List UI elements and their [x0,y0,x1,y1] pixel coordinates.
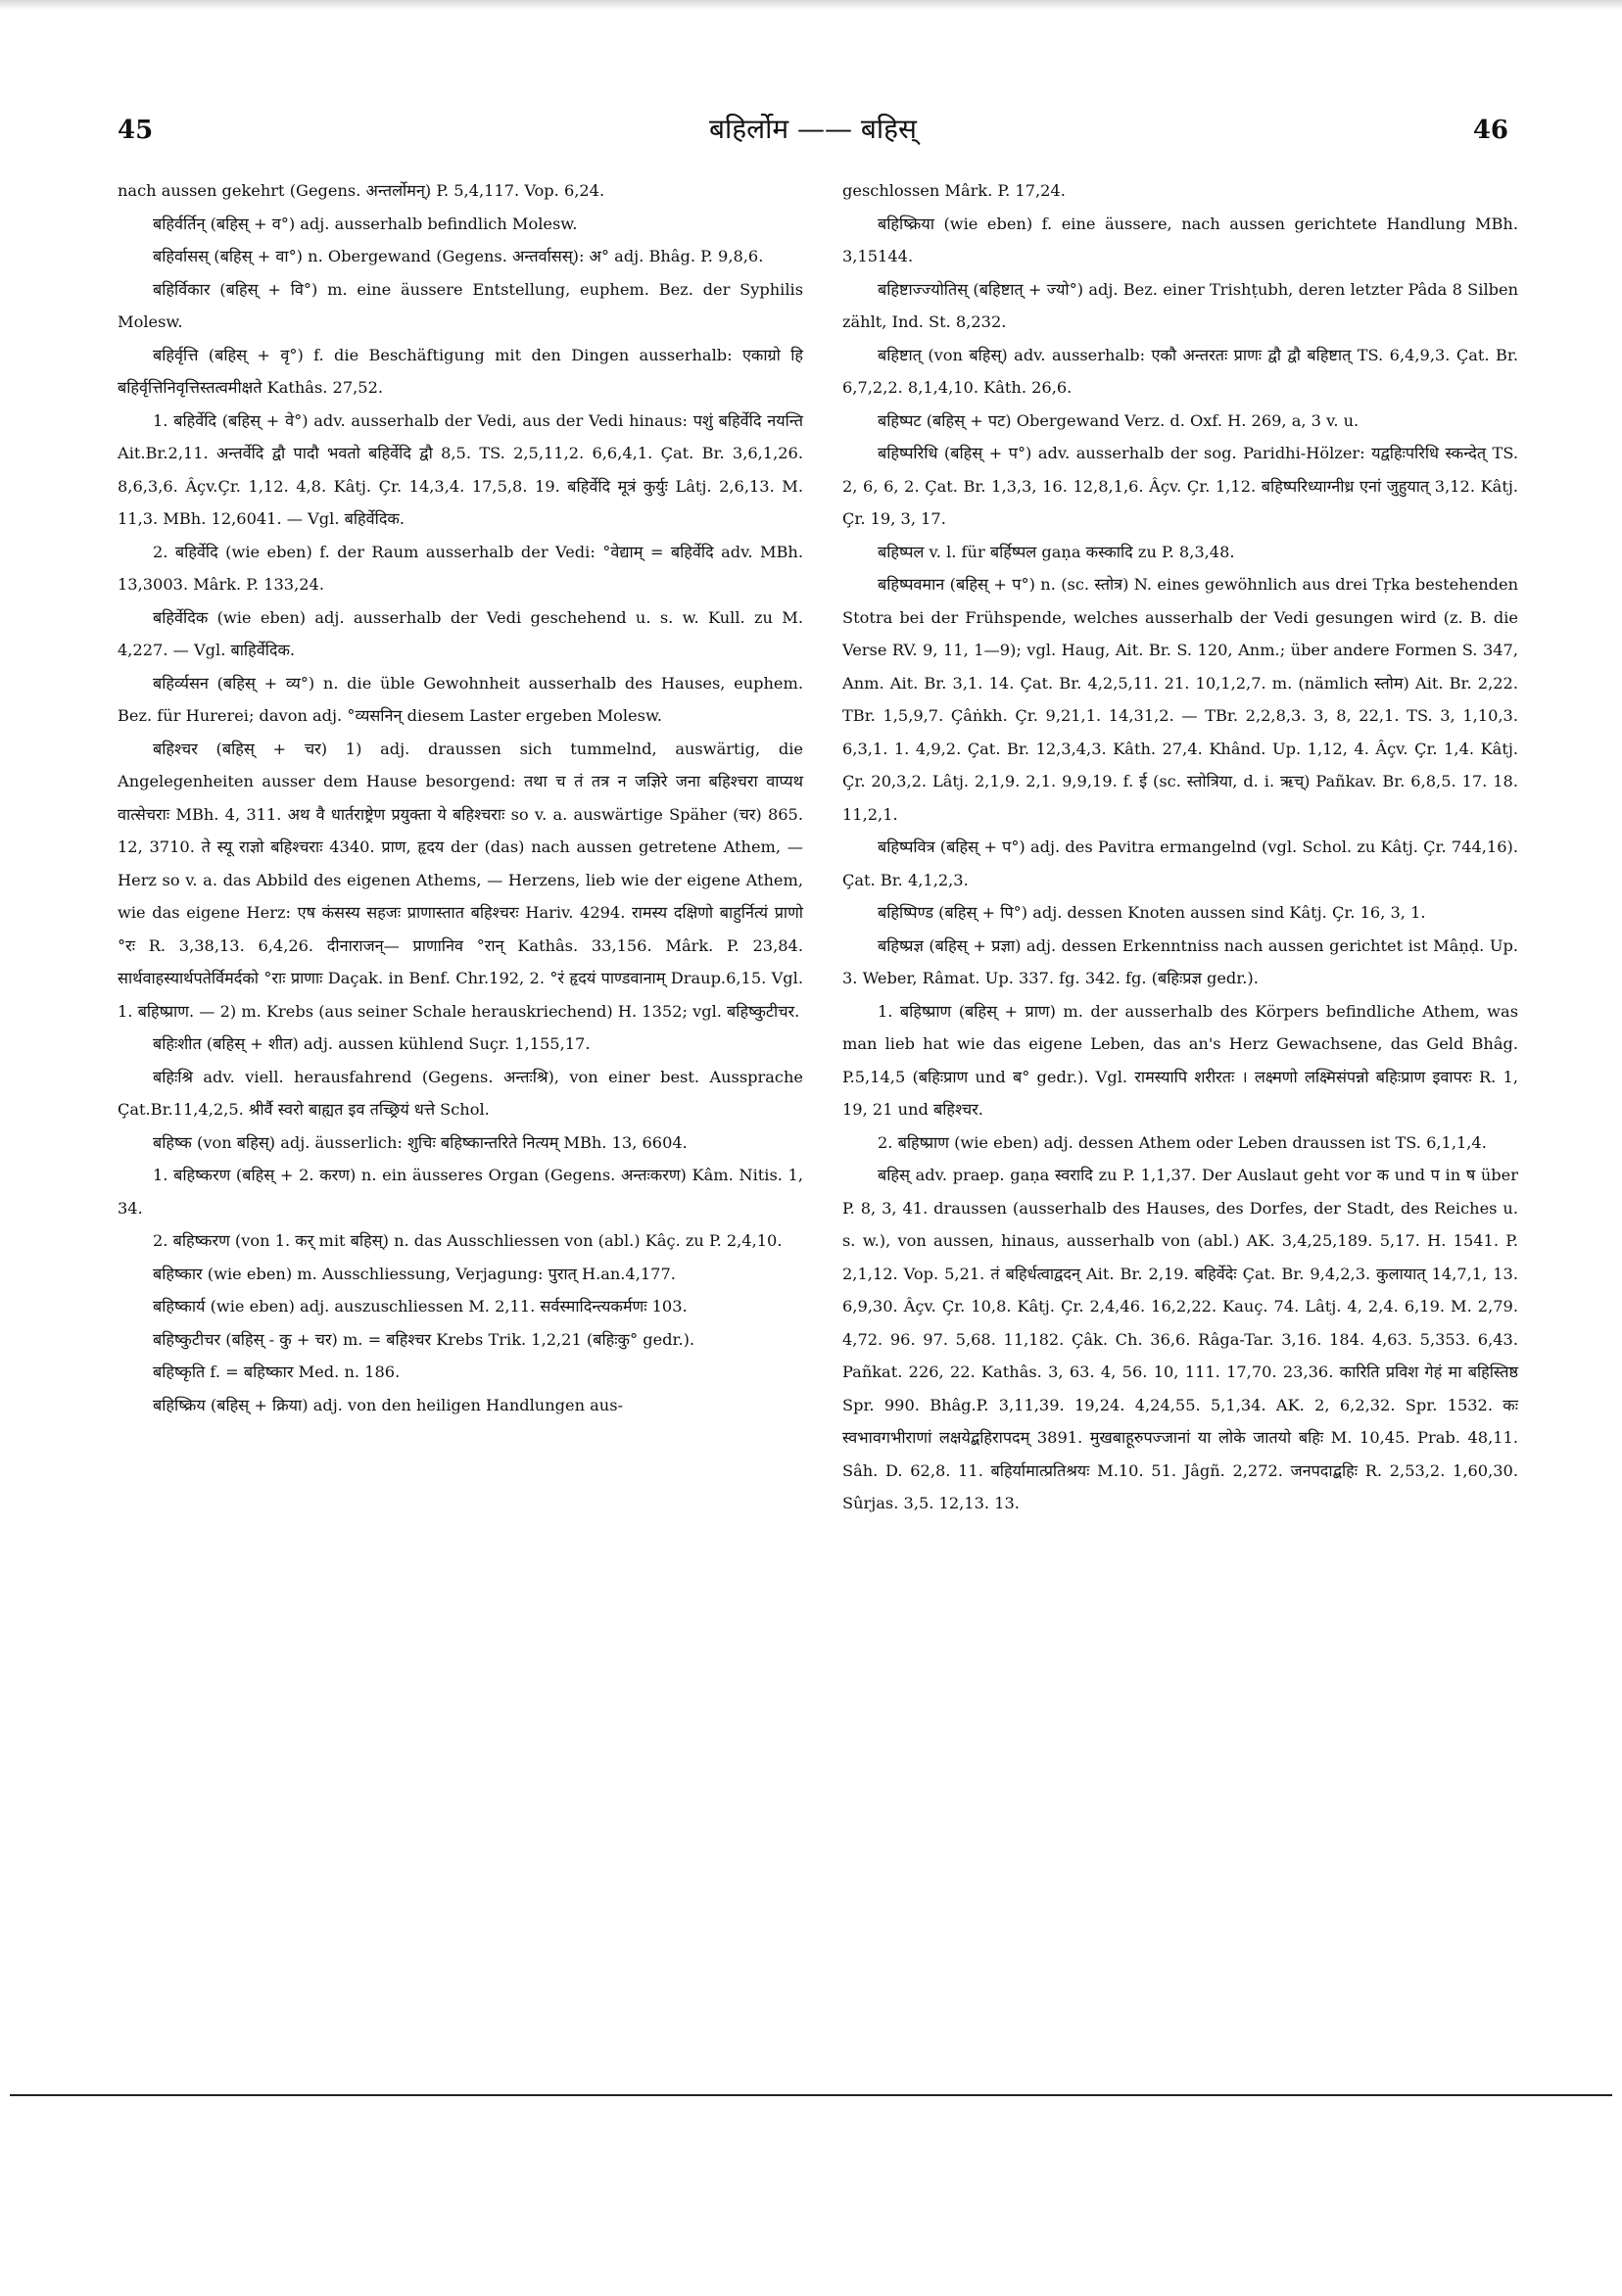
right-column [842,174,1518,1520]
dictionary-entry: बहिष्पवित्र (बहिस् + प°) adj. des Pavitra ermangelnd (vgl. Schol. zu Kâtj. Çr. 744,16). Çat. Br. 4,1,2,3. [842,837,1518,889]
dictionary-entry: 2. बहिष्प्राण (wie eben) adj. dessen Athem oder Leben draussen ist TS. 6,1,1,4. [878,1132,1487,1152]
dictionary-entry: बहिष्कुटीचर (बहिस् - कु + चर) m. = बहिश्चर Krebs Trik. 1,2,21 (बहिःकु° gedr.). [153,1329,695,1349]
dictionary-entry: बहिस् adv. praep. gaṇa स्वरादि zu P. 1,1,37. Der Auslaut geht vor क und प in ष über P. 8, 3, 41. draussen (ausserhalb des Hauses, des Dorfes, der Stadt, des Reiches u. s. w.), von aussen, hinaus, ausserhalb von (abl.) AK. 3,4,25,189. 5,17. H. 1541. P. 2,1,12. Vop. 5,21. तं बहिर्धत्वाद्वदन् Ait. Br. 2,19. बहिर्वेदेः Çat. Br. 9,4,2,3. कुलायात् 14,7,1, 13. 6,9,30. Âçv. Çr. 10,8. Kâtj. Çr. 2,4,46. 16,2,22. Kauç. 74. Lâtj. 4, 2,4. 6,19. M. 2,79. 4,72. 96. 97. 5,68. 11,182. Çâk. Ch. 36,6. Râga-Tar. 3,16. 184. 4,63. 5,353. 6,43. Pañkat. 226, 22. Kathâs. 3, 63. 4, 56. 10, 111. 17,70. 23,36. कारिति प्रविश गेहं मा बहिस्तिष्ठ Spr. 990. Bhâg.P. 3,11,39. 19,24. 4,24,55. 5,1,34. AK. 2, 6,2,32. Spr. 1532. कः स्वभावगभीराणां लक्षयेद्बहिरापदम् 3891. मुखबाहूरुपज्जानां या लोके जातयो बहिः M. 10,45. Prab. 48,11. Sâh. D. 62,8. 11. बहिर्यामात्प्रतिश्रयः M.10. 51. Jâgñ. 2,272. जनपदाद्बहिः R. 2,53,2. 1,60,30. Sûrjas. 3,5. 12,13. 13. [842,1166,1518,1512]
dictionary-entry: बहिष्कार्य (wie eben) adj. auszuschliessen M. 2,11. सर्वस्मादिन्त्यकर्मणः 103. [153,1297,688,1315]
dictionary-entry: बहिष्टाज्ज्योतिस् (बहिष्टात् + ज्यो°) adj. Bez. einer Trishṭubh, deren letzter Pâda 8 Silben zählt, Ind. St. 8,232. [842,279,1518,331]
dictionary-entry: बहिर्वासस् (बहिस् + वा°) n. Obergewand (Gegens. अन्तर्वासस्): अ° adj. Bhâg. P. 9,8,6. [153,247,764,265]
dictionary-entry: 1. बहिष्करण (बहिस् + 2. करण) n. ein äusseres Organ (Gegens. अन्तःकरण) Kâm. Nitis. 1, 34. [118,1166,803,1218]
dictionary-entry: 2. बहिर्वेदि (wie eben) f. der Raum ausserhalb der Vedi: °वेद्याम् = बहिर्वेदि adv. MBh. 13,3003. Mârk. P. 133,24. [118,542,803,594]
dictionary-entry: बहिष्पट (बहिस् + पट) Obergewand Verz. d. Oxf. H. 269, a, 3 v. u. [878,410,1360,430]
dictionary-entry: बहिर्वर्तिन् (बहिस् + व°) adj. ausserhalb befindlich Molesw. [153,214,578,233]
dictionary-entry: बहिश्चर (बहिस् + चर) 1) adj. draussen sich tummelnd, auswärtig, die Angelegenheiten ausser dem Hause besorgend: तथा च तं तत्र न जज्ञिरे जना बहिश्चरा वाप्यथ वात्सेचराः MBh. 4, 311. अथ वै धार्तराष्ट्रेण प्रयुक्ता ये बहिश्चराः so v. a. auswärtige Späher (चर) 865. 12, 3710. ते स्यू राज्ञो बहिश्चराः 4340. प्राण, हृदय der (das) nach aussen getretene Athem, — Herz so v. a. das Abbild des eigenen Athems, — Herzens, lieb wie der eigene Athem, wie das eigene Herz: एष कंसस्य सहजः प्राणास्तात बहिश्चरः Hariv. 4294. रामस्य दक्षिणो बाहुर्नित्यं प्राणो °रः R. 3,38,13. 6,4,26. दीनाराजन्— प्राणानिव °रान् Kathâs. 33,156. Mârk. P. 23,84. सार्थवाहस्यार्थपतेर्विमर्दको °राः प्राणाः Daçak. in Benf. Chr.192, 2. °रं हृदयं पाण्डवानाम् Draup.6,15. Vgl. 1. बहिष्प्राण. — 2) m. Krebs (aus seiner Schale herauskriechend) H. 1352; vgl. बहिष्कुटीचर. [118,739,803,1021]
dictionary-entry: बहिःशीत (बहिस् + शीत) adj. aussen kühlend Suçr. 1,155,17. [153,1034,591,1053]
dictionary-entry: 1. बहिर्वेदि (बहिस् + वे°) adv. ausserhalb der Vedi, aus der Vedi hinaus: पशुं बहिर्वेदि नयन्ति Ait.Br.2,11. अन्तर्वेदि द्वौ पादौ भवतो बहिर्वेदि द्वौ 8,5. TS. 2,5,11,2. 6,6,4,1. Çat. Br. 3,6,1,26. 8,6,3,6. Âçv.Çr. 1,12. 4,8. Kâtj. Çr. 14,3,4. 17,5,8. 19. बहिर्वेदि मूत्रं कुर्युः Lâtj. 2,6,13. M. 11,3. MBh. 12,6041. — Vgl. बहिर्वेदिक. [118,410,803,528]
dictionary-entry: बहिष्प्रज्ञ (बहिस् + प्रज्ञा) adj. dessen Erkenntniss nach aussen gerichtet ist Mâṇḍ. Up. 3. Weber, Râmat. Up. 337. fg. 342. fg. (बहिःप्रज्ञ gedr.). [842,935,1518,987]
dictionary-entry: बहिष्क्रिय (बहिस् + क्रिया) adj. von den heiligen Handlungen aus- [153,1395,623,1414]
dictionary-entry: 2. बहिष्करण (von 1. कर् mit बहिस्) n. das Ausschliessen von (abl.) Kâç. zu P. 2,4,10. [153,1231,783,1250]
dictionary-entry: बहिःश्रि adv. viell. herausfahrend (Gegens. अन्तःश्रि), von einer best. Aussprache Çat.Br.11,4,2,5. श्रीर्वै स्वरो बाह्यत इव तच्छ्रियं धत्ते Schol. [118,1067,803,1119]
page-header [118,110,1508,149]
page-number-left: 45 [118,116,154,145]
dictionary-entry: बहिष्कृति f. = बहिष्कार Med. n. 186. [153,1363,401,1381]
running-title: बहिर्लोम —— बहिस् [709,113,917,145]
dictionary-entry: बहिर्व्यसन (बहिस् + व्य°) n. die üble Gewohnheit ausserhalb des Hauses, euphem. Bez. für Hurerei; davon adj. °व्यसनिन् diesem Laster ergeben Molesw. [118,673,803,725]
dictionary-entry: 1. बहिष्प्राण (बहिस् + प्राण) m. der ausserhalb des Körpers befindliche Athem, was man lieb hat wie das eigene Leben, das an's Herz Gewachsene, das Geld Bhâg. P.5,14,5 (बहिःप्राण und ब° gedr.). Vgl. रामस्यापि शरीरतः । लक्ष्मणो लक्ष्मिसंपन्नो बहिःप्राण इवापरः R. 1, 19, 21 und बहिश्चर. [842,1001,1518,1119]
dictionary-entry: बहिष्पवमान (बहिस् + प°) n. (sc. स्तोत्र) N. eines gewöhnlich aus drei Tṛka bestehenden Stotra bei der Frühspende, welches ausserhalb der Vedi gesungen wird (z. B. die Verse RV. 9, 11, 1—9); vgl. Haug, Ait. Br. S. 120, Anm.; über andere Formen S. 347, Anm. Ait. Br. 3,1. 14. Çat. Br. 4,2,5,11. 21. 10,1,2,7. m. (nämlich स्तोम) Ait. Br. 2,22. TBr. 1,5,9,7. Çâṅkh. Çr. 9,21,1. 14,31,2. — TBr. 2,2,8,3. 3, 8, 22,1. TS. 3, 1,10,3. 6,3,1. 1. 4,9,2. Çat. Br. 12,3,4,3. Kâth. 27,4. Khând. Up. 1,12, 4. Âçv. Çr. 1,4. Kâtj. Çr. 20,3,2. Lâtj. 2,1,9. 2,1. 9,9,19. f. ई (sc. स्तोत्रिया, d. i. ऋच्) Pañkav. Br. 6,8,5. 17. 18. 11,2,1. [842,575,1518,824]
dictionary-entry: बहिष्क (von बहिस्) adj. äusserlich: शुचिः बहिष्कान्तरिते नित्यम् MBh. 13, 6604. [153,1132,688,1152]
dictionary-entry: बहिष्टात् (von बहिस्) adv. ausserhalb: एकौ अन्तरतः प्राणः द्वौ द्वौ बहिष्टात् TS. 6,4,9,3. Çat. Br. 6,7,2,2. 8,1,4,10. Kâth. 26,6. [842,345,1518,397]
scan-edge-shading [0,0,1622,10]
bottom-rule [10,2094,1612,2096]
dictionary-entry: बहिष्पल v. l. für बर्हिष्पल gaṇa कस्कादि zu P. 8,3,48. [878,542,1235,561]
dictionary-entry: nach aussen gekehrt (Gegens. अन्तर्लोमन्) P. 5,4,117. Vop. 6,24. [118,181,605,200]
dictionary-entry: बहिष्पिण्ड (बहिस् + पि°) adj. dessen Knoten aussen sind Kâtj. Çr. 16, 3, 1. [878,903,1426,922]
page-number-right: 46 [1472,116,1508,145]
dictionary-entry: बहिर्वेदिक (wie eben) adj. ausserhalb der Vedi geschehend u. s. w. Kull. zu M. 4,227. — Vgl. बाहिर्वेदिक. [118,607,803,659]
dictionary-entry: बहिष्परिधि (बहिस् + प°) adv. ausserhalb der sog. Paridhi-Hölzer: यद्वहिःपरिधि स्कन्देत् TS. 2, 6, 6, 2. Çat. Br. 1,3,3, 16. 12,8,1,6. Âçv. Çr. 1,12. बहिष्परिध्याग्नीध्र एनां जुहुयात् 3,12. Kâtj. Çr. 19, 3, 17. [842,444,1518,528]
dictionary-entry: बहिष्क्रिया (wie eben) f. eine äussere, nach aussen gerichtete Handlung MBh. 3,15144. [842,214,1518,265]
dictionary-entry: geschlossen Mârk. P. 17,24. [842,181,1066,200]
dictionary-entry: बहिर्विकार (बहिस् + वि°) m. eine äussere Entstellung, euphem. Bez. der Syphilis Molesw. [118,279,803,331]
dictionary-entry: बहिर्वृत्ति (बहिस् + वृ°) f. die Beschäftigung mit den Dingen ausserhalb: एकाग्रो हि बहिर्वृत्तिनिवृत्तिस्तत्वमीक्षते Kathâs. 27,52. [118,345,803,397]
dictionary-entry: बहिष्कार (wie eben) m. Ausschliessung, Verjagung: पुरात् H.an.4,177. [153,1264,676,1283]
left-column [118,174,803,1421]
